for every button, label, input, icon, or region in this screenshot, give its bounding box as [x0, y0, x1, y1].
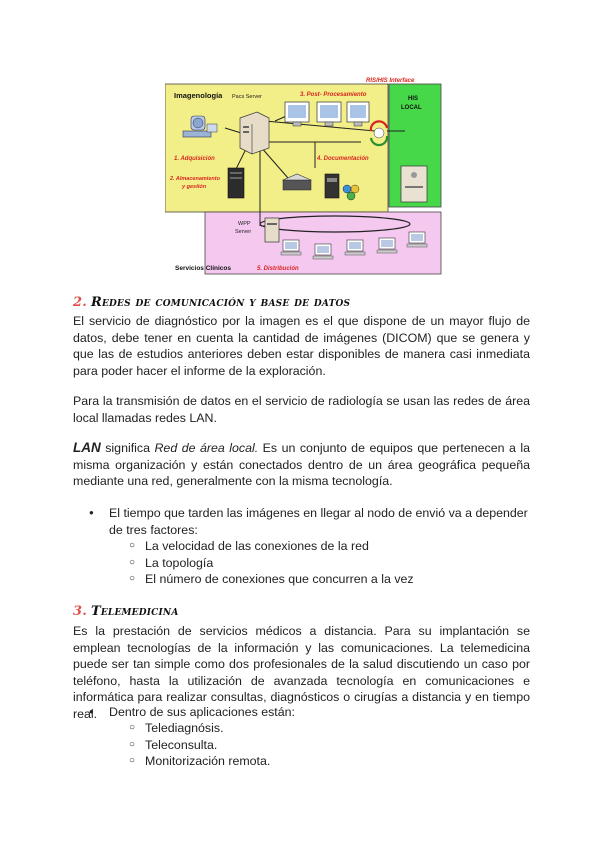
list-item: ○ Monitorización remota.	[145, 753, 525, 770]
distribucion-label: 5. Distribución	[257, 266, 299, 272]
gestion-label: y gestión	[182, 184, 207, 190]
section-2-heading	[73, 295, 350, 310]
section-3-heading	[73, 604, 179, 619]
lan-term: LAN	[73, 440, 101, 455]
list-item: ● Dentro de sus aplicaciones están:	[97, 704, 530, 721]
section-3-number: 3.	[73, 604, 87, 619]
local-label: LOCAL	[401, 105, 422, 111]
lan-rest-text: Es un conjunto de equipos que pertenecen a la misma organización y están conectados dentro de un área geográfica pequeña mediante una red, generalmente con la misma tecnología.	[73, 441, 530, 489]
section-2-number: 2.	[73, 295, 87, 310]
almacenamiento-label: 2. Almacenamiento	[170, 176, 220, 182]
section-3-bullet-list	[97, 704, 530, 721]
section-3-title: Telemedicina	[90, 604, 179, 619]
clinical-pc-icon	[407, 232, 427, 247]
list-item: ● El tiempo que tarden las imágenes en llegar al nodo de envió va a depender de tres factores:	[97, 505, 530, 538]
documentacion-label: 4. Documentación	[317, 156, 369, 162]
his-label: HIS	[408, 96, 419, 102]
lan-mid-text: significa	[100, 441, 155, 455]
clinical-pc-icon	[377, 238, 397, 253]
pacs-server-icon	[240, 112, 269, 154]
post-procesamiento-label: 3. Post- Procesamiento	[300, 92, 367, 98]
list-item: ○ El número de conexiones que concurren a la vez	[145, 571, 525, 588]
his-server-icon	[401, 166, 427, 202]
section-2-title: Redes de comunicación y base de datos	[90, 295, 351, 310]
list-item: ○ La velocidad de las conexiones de la red	[145, 538, 525, 555]
section-2-paragraph-lan	[73, 440, 530, 490]
section-3-paragraph-1: Es la prestación de servicios médicos a distancia. Para su implantación se emplean tecnologías de la información y las comunicaciones. La telemedicina puede ser tan simple como dos profesionales de la salud discutiendo un caso por teléfono, hasta la utilización de avanzada tecnología en comunicaciones e informática para realizar consultas, diagnósticos o cirugías a distancia y en tiempo real.	[73, 624, 530, 721]
list-item: ○ La topología	[145, 555, 525, 572]
section-3-sub-list	[145, 720, 525, 770]
section-2-paragraph-1: El servicio de diagnóstico por la imagen es el que dispone de un mayor flujo de datos, debe tener en cuenta la cantidad de imágenes (DICOM) que se genera y que las de estudios anteriores deben estar disponibles de manera casi inmediata para poder hacer el informe de la exploración.	[73, 314, 530, 378]
section-2-paragraph-2: Para la transmisión de datos en el servicio de radiología se usan las redes de área local llamadas redes LAN.	[73, 394, 530, 425]
wpp-label: WPP	[238, 221, 251, 227]
adquisicion-label: 1. Adquisición	[174, 156, 215, 162]
section-2-sub-list	[145, 538, 525, 588]
list-item: ○ Teleconsulta.	[145, 737, 525, 754]
server-label: Server	[235, 229, 252, 235]
section-2-bullet-list	[97, 505, 530, 538]
pacs-network-diagram	[165, 76, 442, 276]
lan-definition: Red de área local.	[154, 441, 259, 455]
clinical-pc-icon	[313, 244, 333, 259]
film-printer-icon	[325, 174, 339, 198]
pacs-server-label: Pacs Server	[232, 94, 262, 100]
wpp-server-icon	[265, 218, 279, 242]
clinical-pc-icon	[345, 240, 365, 255]
imagenologia-label: Imagenología	[174, 91, 223, 100]
ris-his-interface-label: RIS/HIS Interface	[366, 78, 415, 84]
storage-server-icon	[228, 168, 244, 198]
list-item: ○ Telediagnósis.	[145, 720, 525, 737]
clinical-pc-icon	[281, 240, 301, 255]
servicios-clinicos-label: Servicios Clínicos	[175, 265, 231, 272]
